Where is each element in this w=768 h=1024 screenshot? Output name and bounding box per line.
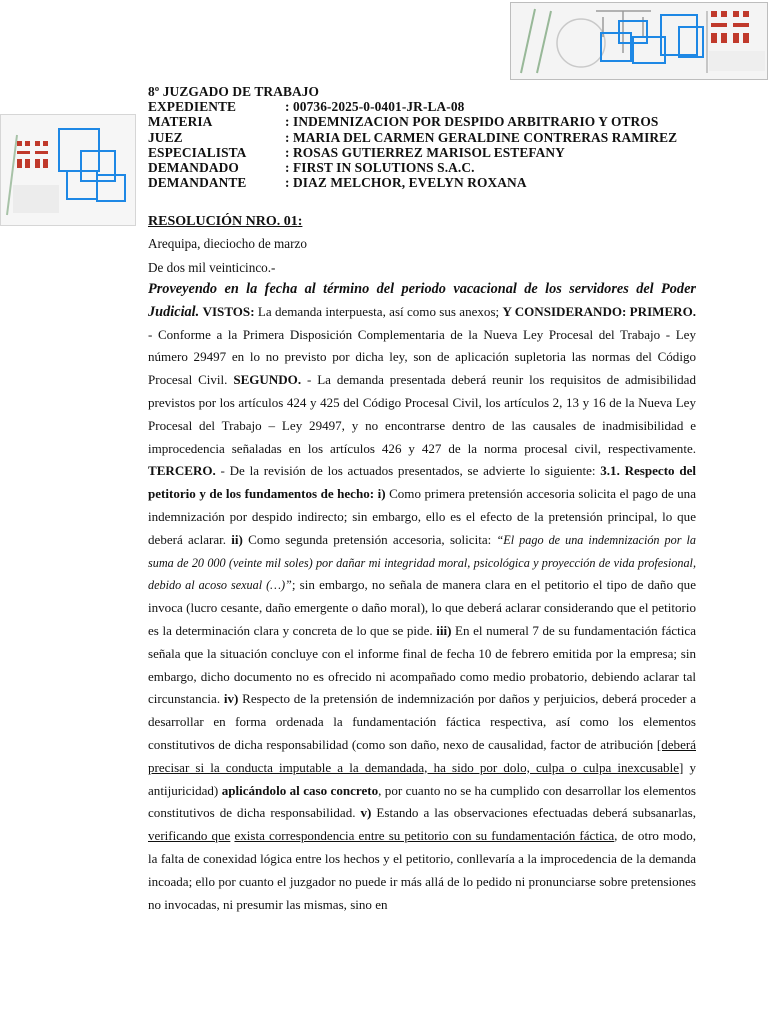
vistos-label: VISTOS:	[202, 303, 255, 319]
header-row-especialista	[148, 145, 748, 160]
aplicando-phrase: aplicándolo al caso concreto	[221, 782, 379, 798]
item-iv-label: iv)	[223, 691, 239, 707]
tercero-label: TERCERO.	[148, 463, 216, 479]
underlined-text: exista correspondencia entre su petitorio con su fundamentación fáctica	[234, 828, 615, 844]
body-text: Respecto de la pretensión de indemnización por daños y perjuicios, deberá proceder a desarrollar en forma ordenada la fundamentación fáctica respectiva, así como los elementos constitutivos de dicha responsabilidad (como son daño, nexo de causalidad, factor de atribución	[148, 691, 696, 752]
court-name: 8º JUZGADO DE TRABAJO	[148, 84, 320, 99]
header-value: : ROSAS GUTIERREZ MARISOL ESTEFANY	[285, 144, 565, 160]
item-iii-label: iii)	[436, 622, 452, 638]
considerando-label: Y CONSIDERANDO: PRIMERO.	[502, 303, 696, 319]
body-text: ] y antijuricidad)	[148, 759, 696, 798]
poder-judicial-logo-icon	[511, 3, 767, 79]
case-header	[148, 84, 748, 190]
header-label: DEMANDANTE	[148, 175, 247, 191]
header-value: : INDEMNIZACION POR DESPIDO ARBITRARIO Y OTROS	[285, 114, 659, 130]
header-label: JUEZ	[148, 129, 183, 145]
segundo-label: SEGUNDO.	[233, 372, 302, 388]
body-text: - La demanda presentada deberá reunir los requisitos de admisibilidad previstos por los artículos 424 y 425 del Código Procesal Civil, los artículos 2, 13 y 16 de la Nueva Ley Procesal del Trabajo – Ley 29497, y no encontrarse dentro de las causales de inadmisibilidad e improcedencia señaladas en los artículos 426 y 427 de la norma procesal civil, respectivamente.	[148, 372, 697, 456]
header-row-demandante	[148, 175, 748, 190]
body-text: En el numeral 7 de su fundamentación fáctica señala que la situación concluye con el informe final de fecha 10 de febrero emitida por la empresa; sin embargo, dicho documento no es ofrecido ni acompañado como medio probatorio, debiendo aclarar tal circunstancia.	[148, 622, 696, 707]
header-label: MATERIA	[148, 114, 213, 130]
underlined-text: [deberá precisar si la conducta imputable a la demandada, ha sido por dolo, culpa o culpa inexcusable	[148, 736, 696, 775]
resolution-number: RESOLUCIÓN NRO. 01	[148, 214, 298, 229]
resolution-colon: :	[297, 214, 303, 229]
body-text: Como segunda pretensión accesoria, solicita:	[242, 531, 497, 547]
body-paragraph	[148, 278, 696, 916]
header-value: : FIRST IN SOLUTIONS S.A.C.	[285, 160, 475, 176]
poder-judicial-logo-icon	[1, 115, 135, 225]
body-text: - Conforme a la Primera Disposición Complementaria de la Nueva Ley Procesal del Trabajo - Ley número 29497 en lo no previsto por dicha ley, son de aplicación supletoria las normas del Código Procesal Civil.	[148, 326, 696, 388]
body-text: , por cuanto no se ha cumplido con desarrollar los elementos constitutivos de dicha responsabilidad.	[148, 782, 696, 821]
body-text: Como primera pretensión accesoria solicita el pago de una indemnización por despido indirecto; sin embargo, ello es el efecto de la pretensión principal, lo que deberá aclarar.	[148, 486, 696, 547]
date-year: De dos mil veinticinco.-	[148, 260, 276, 275]
lead-sentence: Proveyendo en la fecha al término del periodo vacacional de los servidores del Poder Judicial.	[148, 281, 696, 320]
body-text: , de otro modo, la falta de conexidad lógica entre los hechos y el petitorio, conllevaría a la improcedencia de la demanda incoada; ello por cuanto el juzgador no puede ir más allá de lo pedido ni pronunciarse sobre pretensiones no invocadas, ni presumir las mismas, sino en	[148, 828, 697, 912]
header-value: : DIAZ MELCHOR, EVELYN ROXANA	[285, 175, 527, 191]
underlined-text: verificando que	[148, 828, 231, 844]
header-label: EXPEDIENTE	[148, 99, 237, 115]
resolution-title	[148, 214, 302, 230]
header-value: : 00736-2025-0-0401-JR-LA-08	[285, 99, 465, 115]
header-label: ESPECIALISTA	[148, 144, 247, 160]
poder-judicial-logo-top	[510, 2, 768, 80]
section-3-1-label: 3.1. Respecto del petitorio y de los fundamentos de hecho: i)	[148, 463, 696, 502]
resolution-body	[148, 278, 696, 916]
header-value: : MARIA DEL CARMEN GERALDINE CONTRERAS RAMIREZ	[285, 129, 678, 145]
header-label: DEMANDADO	[148, 160, 239, 176]
body-text: ; sin embargo, no señala de manera clara en el petitorio el tipo de daño que invoca (lucro cesante, daño emergente o daño moral), lo que deberá aclarar considerando que el petitorio es la determinación clara y concreta de lo que se pide.	[148, 577, 696, 638]
header-row-materia	[148, 114, 748, 129]
body-text: Estando a las observaciones efectuadas deberá subsanarlas,	[371, 805, 697, 821]
header-row-demandado	[148, 160, 748, 175]
item-v-label: v)	[360, 805, 372, 821]
header-row-juez	[148, 130, 748, 145]
place-date: Arequipa, dieciocho de marzo	[148, 236, 307, 251]
item-ii-label: ii)	[231, 531, 243, 547]
body-text: - De la revisión de los actuados presentados, se advierte lo siguiente:	[215, 463, 601, 479]
petition-quote: “El pago de una indemnización por la suma de 20 000 (veinte mil soles) por dañar mi integridad moral, psicológica y proyección de vida profesional, debido al acoso sexual (…)”	[148, 532, 696, 593]
poder-judicial-logo-left	[0, 114, 136, 226]
body-text: La demanda interpuesta, así como sus anexos;	[254, 303, 503, 319]
header-row-expediente	[148, 99, 748, 114]
